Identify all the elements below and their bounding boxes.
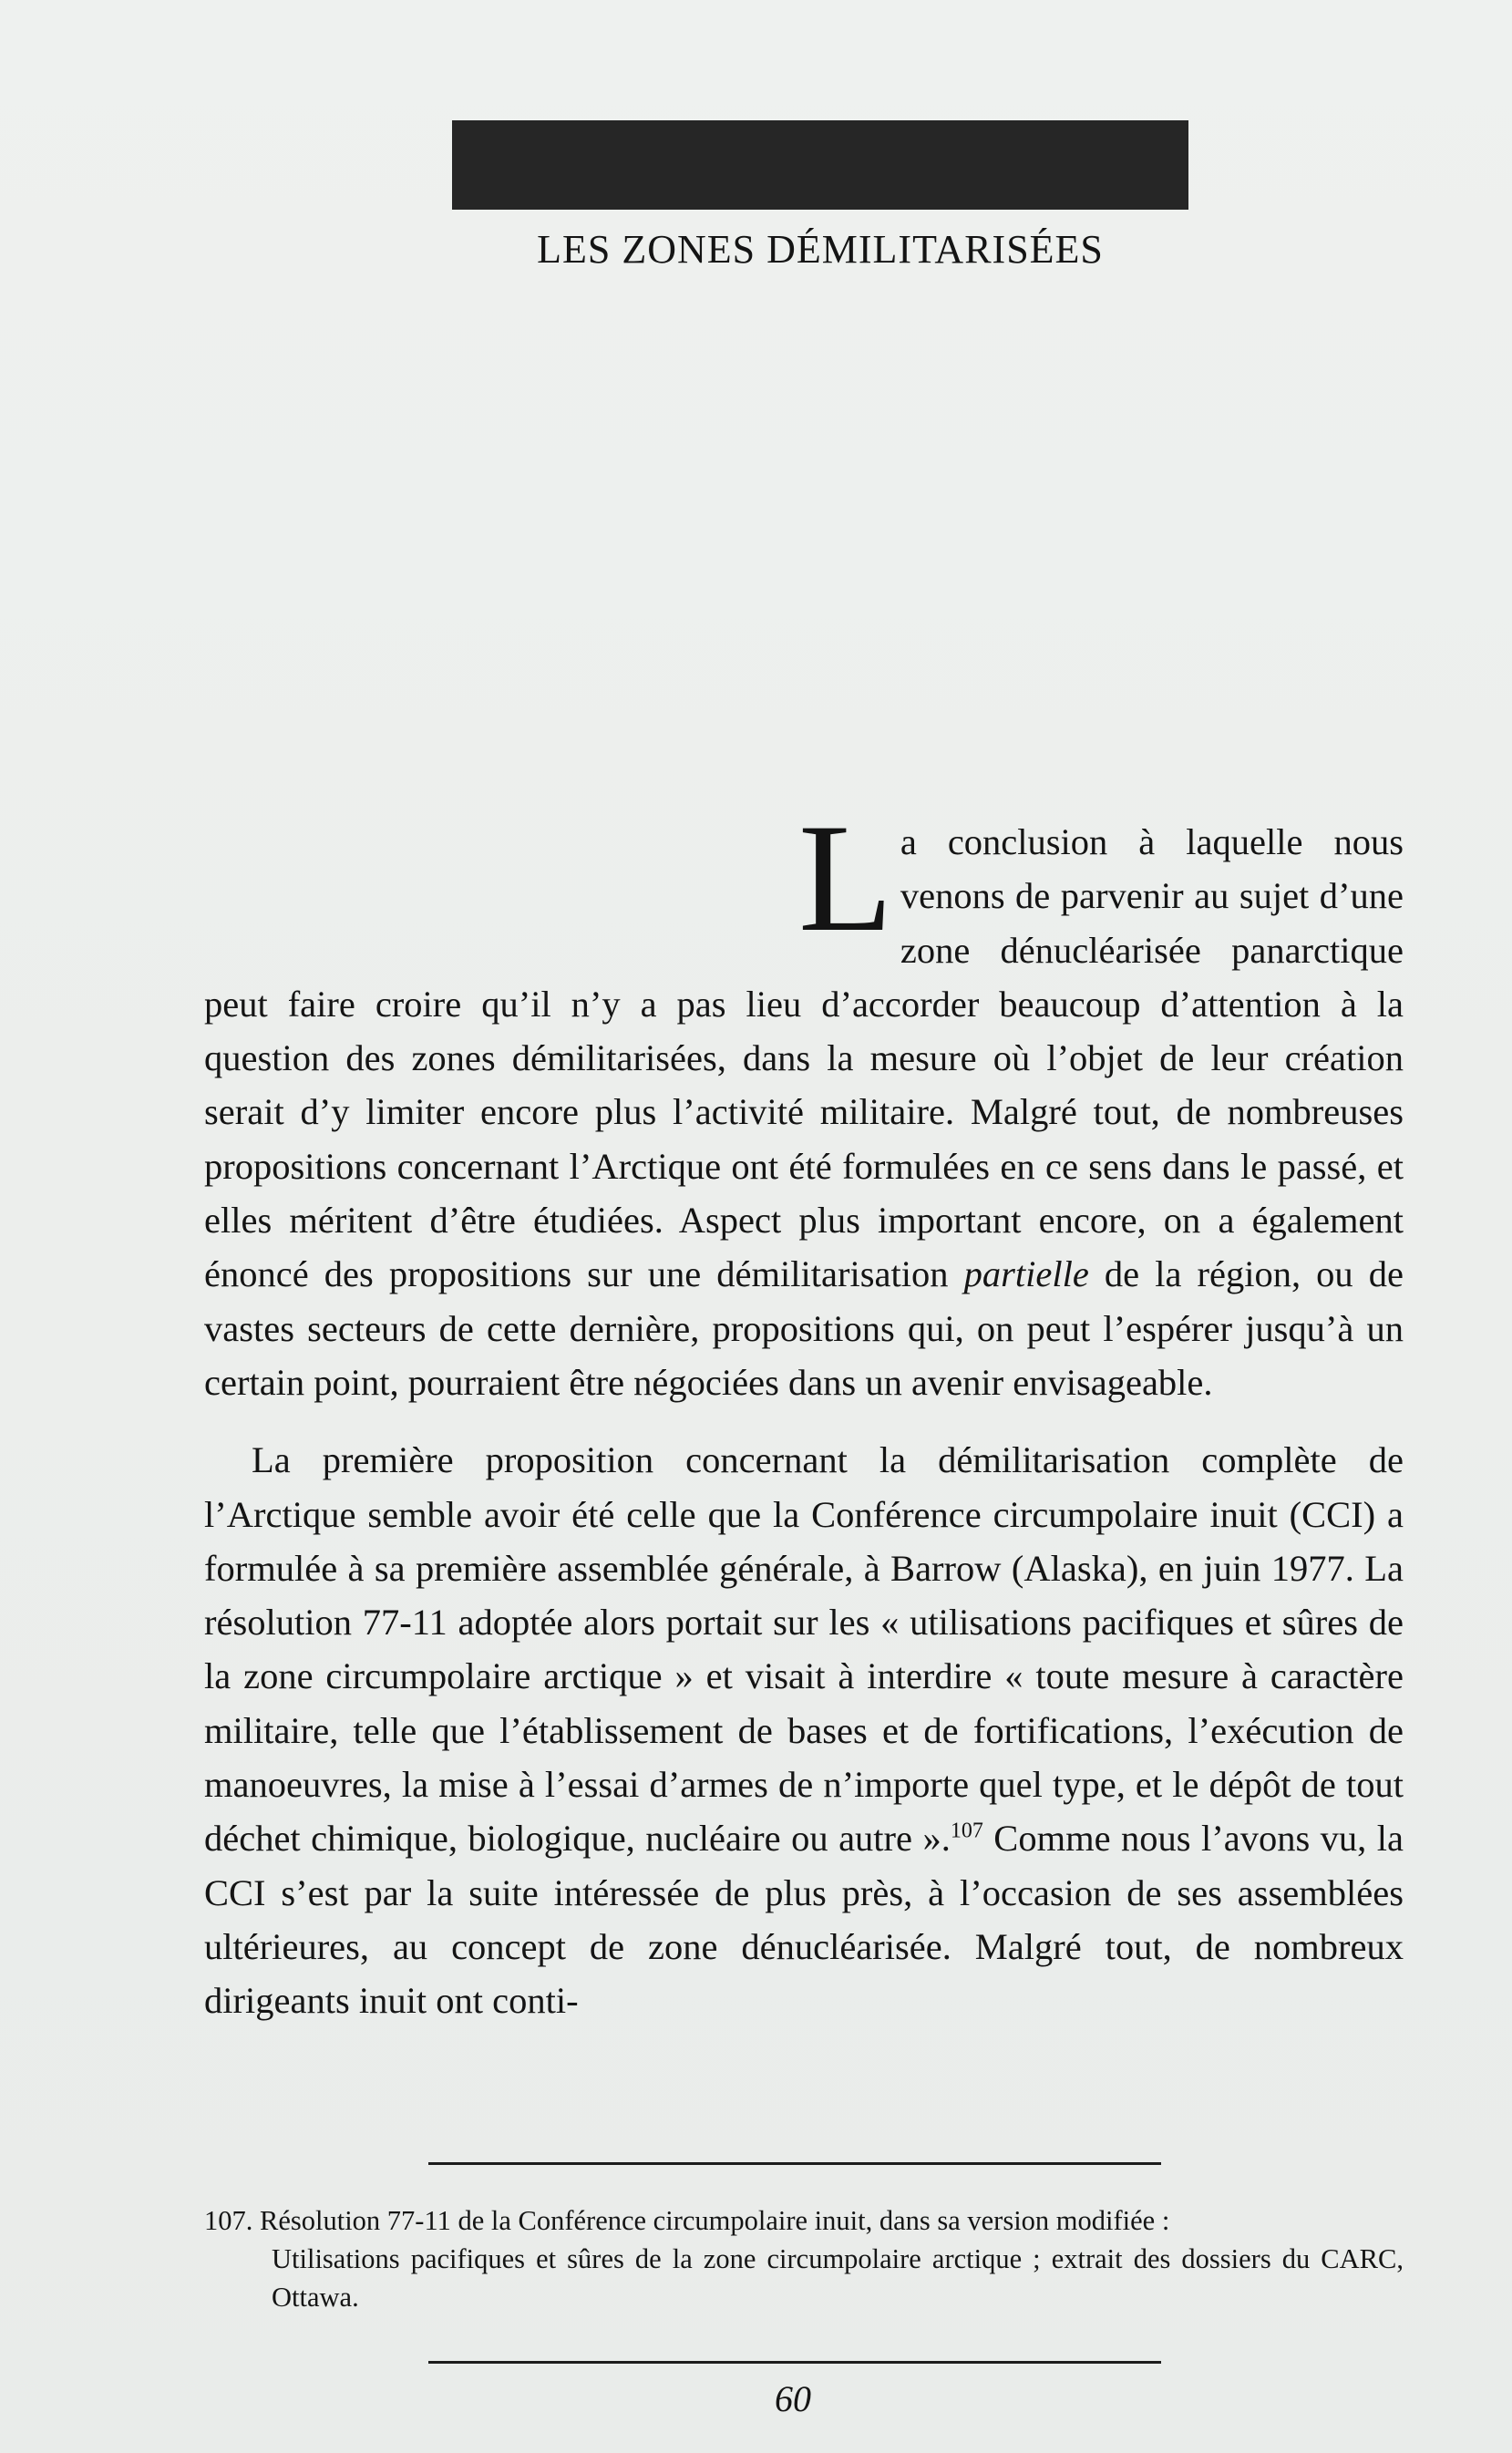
chapter-header-bar xyxy=(452,120,1188,210)
footnote xyxy=(204,2201,1404,2316)
paragraph-2-text: La première proposition concernant la démilitarisation complète de l’Arctique semble avoir été celle que la Conférence circumpolaire inuit (CCI) a formulée à sa première assemblée générale, à Barrow (Alaska), en juin 1977. La résolution 77-11 adoptée alors portait sur les « utilisations pacifiques et sûres de la zone circumpolaire arctique » et visait à interdire « toute mesure à caractère militaire, telle que l’établissement de bases et de fortifications, l’exécution de manoeuvres, la mise à l’essai d’armes de n’importe quel type, et le dépôt de tout déchet chimique, biologique, nucléaire ou autre ». xyxy=(204,1439,1404,1860)
footnote-divider xyxy=(428,2162,1161,2165)
paragraph-1-italic: partielle xyxy=(963,1253,1089,1295)
paragraph-1 xyxy=(204,792,1404,1409)
drop-cap: L xyxy=(798,792,893,964)
paragraph-2-continuation: Comme nous l’avons vu, la CCI s’est par la suite intéressée de plus près, à l’occasion de ses assemblées ultérieures, au concept de zone dénucléarisée. Malgré tout, de nombreux dirigeants inuit ont conti- xyxy=(204,1818,1404,2022)
body-text xyxy=(204,792,1404,2028)
footnote-reference: 107 xyxy=(950,1819,983,1843)
footnote-line-1: Résolution 77-11 de la Conférence circumpolaire inuit, dans sa version modifiée : xyxy=(252,2205,1170,2236)
bottom-divider xyxy=(428,2361,1161,2364)
paragraph-1-text: a conclusion à laquelle nous venons de parvenir au sujet d’une zone dénucléarisée panarctique peut faire croire qu’il n’y a pas lieu d’accorder beaucoup d’attention à la question des zones démilitarisées, dans la mesure où l’objet de leur création serait d’y limiter encore plus l’activité militaire. Malgré tout, de nombreuses propositions concernant l’Arctique ont été formulées en ce sens dans le passé, et elles méritent d’être étudiées. Aspect plus important encore, on a également énoncé des propositions sur une démilitarisation xyxy=(204,821,1404,1295)
chapter-title: LES ZONES DÉMILITARISÉES xyxy=(537,227,1104,272)
paragraph-1-text-end: de la région, ou de vastes secteurs de cette dernière, propositions qui, on peut l’espérer jusqu’à un certain point, pourraient être négociées dans un avenir envisageable. xyxy=(204,1253,1404,1403)
footnote-number: 107. xyxy=(204,2205,253,2236)
page-number: 60 xyxy=(775,2378,811,2419)
footnote-line-2: Utilisations pacifiques et sûres de la zone circumpolaire arctique ; extrait des dossiers du CARC, Ottawa. xyxy=(272,2243,1404,2313)
paragraph-2 xyxy=(204,1433,1404,2027)
